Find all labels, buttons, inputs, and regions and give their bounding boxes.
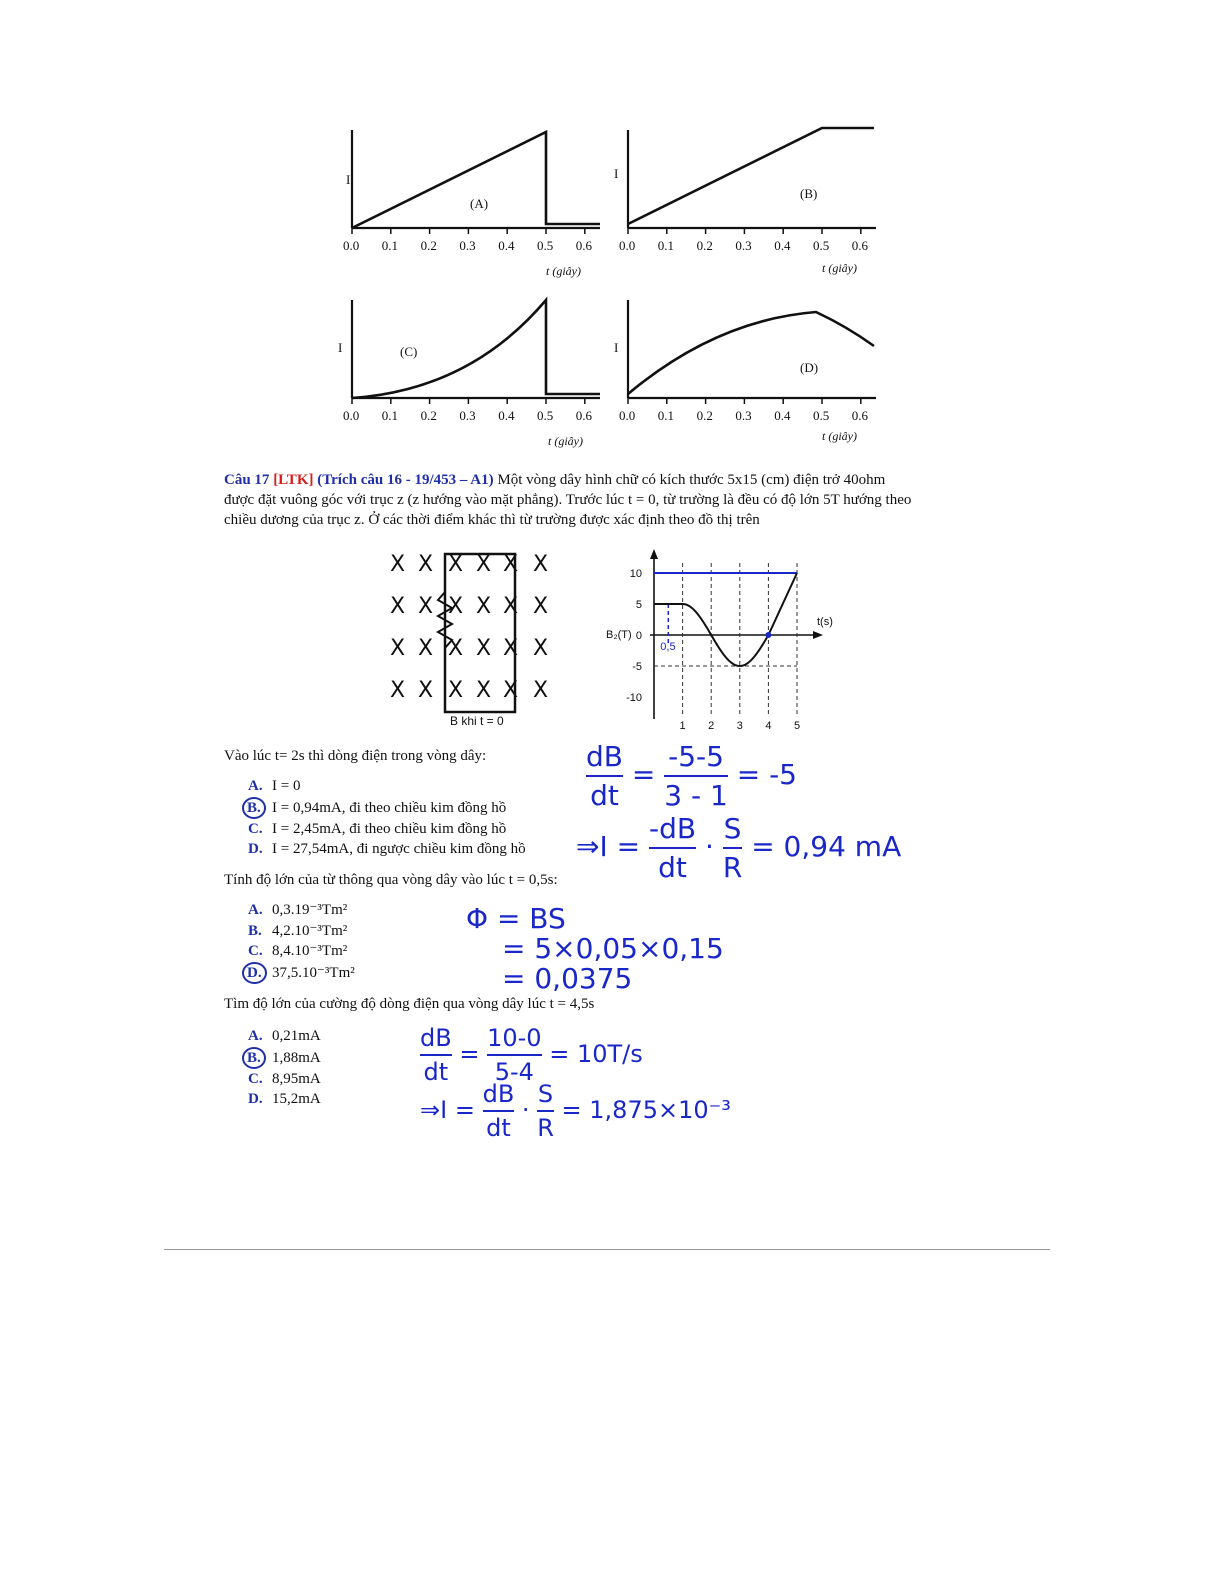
field-x-mark: X [418, 678, 434, 703]
sub3-option-text: 8,95mA [272, 1070, 321, 1087]
sub3-options [248, 1026, 321, 1110]
sub1-option-text: I = 0 [272, 778, 301, 794]
graph-a-curve [352, 132, 600, 228]
bz-x-label: t(s) [817, 616, 833, 628]
sub3-prompt: Tìm độ lớn của cường độ dòng điện qua vòng dây lúc t = 4,5s [224, 996, 595, 1012]
field-x-mark: X [533, 678, 549, 703]
graph-c-tick-label: 0.3 [459, 408, 476, 423]
sub3-option [248, 1089, 321, 1110]
bz-ytick-label: 10 [629, 568, 642, 580]
sub1-option [248, 819, 526, 840]
field-x-mark: X [476, 678, 492, 703]
graph-a-ticks [343, 228, 593, 253]
graph-d-label: (D) [800, 360, 819, 375]
graph-c-tick-label: 0.2 [420, 408, 437, 423]
graph-c-label: (C) [400, 344, 418, 359]
sub2-option-text: 0,3.19⁻³Tm² [272, 902, 348, 918]
hw5-num2: S [537, 1080, 554, 1108]
handwriting-5 [420, 1080, 731, 1142]
graph-d [606, 290, 886, 450]
handwriting-4 [420, 1024, 643, 1086]
field-x-mark: X [390, 552, 406, 577]
graph-d-tick-label: 0.5 [813, 408, 830, 423]
bz-ytick-label: 0 [635, 630, 642, 642]
graph-b-tick-label: 0.3 [735, 238, 752, 253]
graph-a-label: (A) [470, 196, 489, 211]
hw1-den: 3 - 1 [664, 779, 728, 812]
sub1-option-key: C. [248, 820, 263, 837]
sub3-option-key: C. [248, 1070, 263, 1087]
hw2-result: = 0,94 mA [751, 830, 902, 863]
question-tag: [LTK] [273, 472, 314, 488]
bz-annotation: 0,5 [660, 641, 676, 653]
sub1-option [248, 839, 526, 860]
bz-x-arrow [813, 631, 823, 639]
sub1-option-text: I = 0,94mA, đi theo chiều kim đồng hồ [272, 799, 507, 816]
hw1-eq: = [631, 758, 656, 791]
graph-b-tick-label: 0.5 [813, 238, 830, 253]
graph-a-xlabel: t (giây) [546, 264, 581, 278]
field-x-mark: X [448, 636, 464, 661]
sub2-option-key: D. [248, 962, 272, 984]
field-x-mark: X [533, 636, 549, 661]
graph-d-tick-label: 0.0 [619, 408, 636, 423]
sub1-option [248, 797, 526, 819]
graph-c-tick-label: 0.5 [537, 408, 554, 423]
bz-ytick-label: 5 [635, 599, 642, 611]
hw3-line-3: = 0,0375 [502, 962, 633, 995]
graph-c-ticks [343, 398, 593, 423]
graph-b-tick-label: 0.1 [657, 238, 675, 253]
graph-a-tick-label: 0.2 [420, 238, 437, 253]
hw3-line-2: = 5×0,05×0,15 [502, 932, 724, 965]
graph-b-tick-label: 0.6 [851, 238, 869, 253]
handwriting-1 [586, 740, 797, 812]
graph-d-ylabel: I [614, 340, 619, 355]
handwriting-2 [576, 812, 901, 884]
handwriting-3 [466, 904, 724, 994]
sub2-option [248, 921, 355, 942]
hw1-num: -5-5 [668, 740, 724, 773]
field-x-mark: X [390, 594, 406, 619]
sub1-option-text: I = 27,54mA, đi ngược chiều kim đồng hồ [272, 841, 526, 857]
hw4-lhs-num: dB [420, 1024, 452, 1052]
graph-a-tick-label: 0.5 [537, 238, 554, 253]
graph-b-ticks [619, 228, 869, 253]
sub1-option-key: B. [248, 797, 272, 819]
hw5-num1: dB [482, 1080, 515, 1108]
field-x-mark: X [476, 594, 492, 619]
sub1-option-key: A. [248, 778, 263, 794]
sub2-option-key: B. [248, 922, 262, 939]
sub3-option-key: A. [248, 1028, 263, 1044]
question-text [224, 470, 1014, 530]
graph-c-xlabel: t (giây) [548, 434, 583, 448]
loop-caption: B khi t = 0 [450, 714, 504, 728]
question-number: Câu 17 [224, 472, 270, 488]
sub3-option [248, 1069, 321, 1090]
bz-chart-svg [596, 540, 846, 730]
hw2-den1: dt [658, 851, 687, 884]
sub2-option [248, 962, 355, 984]
graph-b-label: (B) [800, 186, 818, 201]
question-line-1: Một vòng dây hình chữ có kích thước 5x15 (cm) điện trở 40ohm [497, 472, 886, 488]
hw4-eq: = [459, 1040, 480, 1068]
graph-b [606, 120, 886, 280]
graph-b-tick-label: 0.2 [696, 238, 713, 253]
graph-c-tick-label: 0.4 [498, 408, 515, 423]
hw2-num2: S [723, 812, 742, 845]
graph-d-curve [628, 312, 874, 394]
graph-d-tick-label: 0.1 [657, 408, 675, 423]
sub1-prompt: Vào lúc t= 2s thì dòng điện trong vòng dây: [224, 748, 487, 764]
sub2-option-key: C. [248, 943, 263, 959]
graph-a [330, 120, 610, 280]
hw3-line-1: Φ = BS [466, 902, 566, 935]
field-x-mark: X [390, 678, 406, 703]
loop-figure [388, 552, 568, 732]
hw1-lhs-den: dt [590, 779, 619, 812]
hw5-den2: R [537, 1114, 554, 1142]
field-x-mark: X [418, 552, 434, 577]
hw1-lhs-num: dB [586, 740, 623, 773]
field-x-mark: X [503, 636, 519, 661]
graph-b-curve [628, 128, 874, 224]
bz-xtick-label: 5 [793, 720, 801, 730]
graph-c-tick-label: 0.1 [381, 408, 399, 423]
field-x-mark: X [533, 594, 549, 619]
bz-point-marker [765, 632, 771, 638]
footer-divider [164, 1249, 1050, 1250]
graph-b-ylabel: I [614, 166, 619, 181]
sub1-options [248, 776, 526, 860]
hw5-pre: ⇒I = [420, 1096, 475, 1124]
bz-y-arrow [650, 549, 658, 559]
graph-a-tick-label: 0.0 [343, 238, 360, 253]
hw5-result: = 1,875×10⁻³ [561, 1096, 731, 1124]
sub1-option-key: D. [248, 841, 263, 857]
sub2-option-text: 8,4.10⁻³Tm² [272, 943, 348, 959]
graph-a-tick-label: 0.1 [381, 238, 399, 253]
graph-b-tick-label: 0.4 [774, 238, 791, 253]
hw4-den: 5-4 [494, 1058, 534, 1086]
hw2-dot: · [705, 830, 714, 863]
hw2-den2: R [722, 851, 743, 884]
hw1-result: = -5 [736, 758, 797, 791]
graph-d-tick-label: 0.2 [696, 408, 713, 423]
bz-xtick-label: 2 [708, 720, 715, 730]
sub2-option [248, 900, 355, 921]
field-x-mark: X [390, 636, 406, 661]
field-x-mark: X [476, 552, 492, 577]
field-x-mark: X [448, 678, 464, 703]
graph-a-tick-label: 0.6 [575, 238, 593, 253]
hw5-den1: dt [486, 1114, 511, 1142]
field-x-mark: X [448, 552, 464, 577]
question-line-3: chiều dương của trục z. Ở các thời điểm khác thì từ trường được xác định theo đồ thị trên [224, 512, 760, 528]
graph-c-curve [352, 300, 600, 398]
sub1-option [248, 776, 526, 797]
sub2-option-text: 4,2.10⁻³Tm² [272, 922, 348, 939]
graph-c [330, 290, 610, 450]
sub3-option [248, 1026, 321, 1047]
sub1-option-text: I = 2,45mA, đi theo chiều kim đồng hồ [272, 820, 507, 837]
graph-d-tick-label: 0.4 [774, 408, 791, 423]
bz-xtick-label: 3 [736, 720, 743, 730]
bz-xtick-label: 1 [679, 720, 686, 730]
field-x-mark: X [533, 552, 549, 577]
hw2-pre: ⇒I = [576, 830, 641, 863]
graph-a-tick-label: 0.4 [498, 238, 515, 253]
sub3-option-key: B. [248, 1047, 272, 1069]
graph-d-tick-label: 0.6 [851, 408, 869, 423]
hw5-dot: · [521, 1096, 530, 1124]
sub2-option-key: A. [248, 902, 263, 918]
sub2-prompt: Tính độ lớn của từ thông qua vòng dây vào lúc t = 0,5s: [224, 872, 558, 888]
graph-c-tick-label: 0.6 [575, 408, 593, 423]
question-line-2: được đặt vuông góc với trục z (z hướng vào mặt phẳng). Trước lúc t = 0, từ trường là đều có độ lớn 5T hướng theo [224, 492, 912, 508]
hw4-lhs-den: dt [423, 1058, 449, 1086]
sub3-option-text: 0,21mA [272, 1028, 321, 1044]
graph-a-ylabel: I [346, 172, 351, 187]
bz-ytick-label: -10 [626, 692, 642, 704]
field-x-mark: X [503, 594, 519, 619]
field-x-mark: X [448, 594, 464, 619]
sub2-option-text: 37,5.10⁻³Tm² [272, 964, 355, 981]
sub3-option-text: 15,2mA [272, 1091, 321, 1107]
graph-c-ylabel: I [338, 340, 343, 355]
graph-c-tick-label: 0.0 [343, 408, 360, 423]
hw4-num: 10-0 [487, 1024, 542, 1052]
graph-b-tick-label: 0.0 [619, 238, 636, 253]
hw4-result: = 10T/s [549, 1040, 643, 1068]
graph-d-ticks [619, 398, 869, 423]
bz-xtick-label: 4 [765, 720, 772, 730]
graph-d-tick-label: 0.3 [735, 408, 752, 423]
field-x-mark: X [418, 594, 434, 619]
sub2-option [248, 941, 355, 962]
hw2-num1: -dB [649, 812, 697, 845]
bz-ytick-label: -5 [632, 661, 642, 673]
graph-d-xlabel: t (giây) [822, 429, 857, 443]
graph-a-tick-label: 0.3 [459, 238, 476, 253]
question-source: (Trích câu 16 - 19/453 – A1) [317, 472, 494, 488]
field-x-mark: X [503, 552, 519, 577]
sub3-option [248, 1047, 321, 1069]
sub3-option-key: D. [248, 1091, 263, 1107]
field-x-mark: X [418, 636, 434, 661]
sub2-options [248, 900, 355, 984]
bz-chart [596, 540, 846, 730]
field-x-mark: X [503, 678, 519, 703]
graph-b-xlabel: t (giây) [822, 261, 857, 275]
bz-y-label: B₂(T) [606, 629, 632, 641]
field-x-mark: X [476, 636, 492, 661]
sub3-option-text: 1,88mA [272, 1049, 321, 1066]
